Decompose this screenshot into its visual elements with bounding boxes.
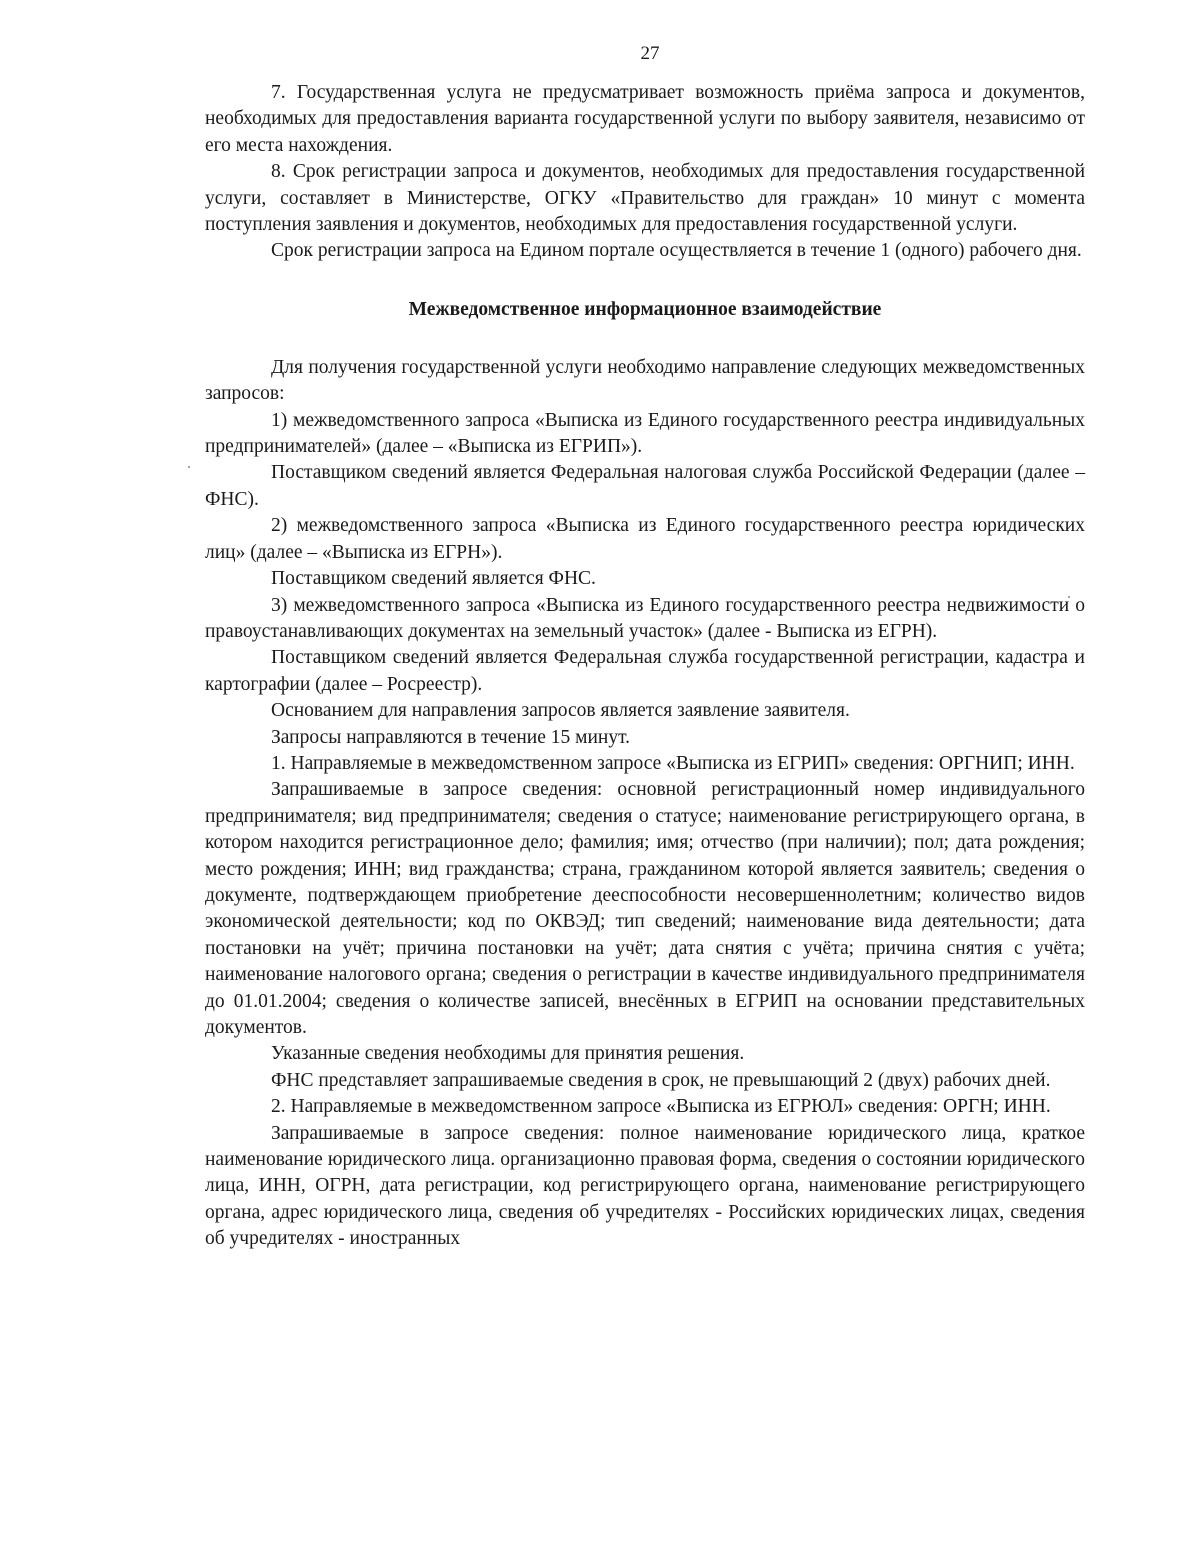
paragraph: 2) межведомственного запроса «Выписка из Единого государственного реестра юридических лиц» (далее – «Выписка из ЕГРН»). xyxy=(205,515,1085,563)
page-number: 27 xyxy=(640,43,660,64)
paragraph: Срок регистрации запроса на Едином портале осуществляется в течение 1 (одного) рабочего дня. xyxy=(271,240,1082,262)
scan-speck xyxy=(188,466,190,468)
document-page xyxy=(205,42,1085,1253)
paragraph: Поставщиком сведений является Федеральная налоговая служба Российской Федерации (далее – ФНС). xyxy=(205,462,1085,510)
section-interagency xyxy=(205,355,1085,1253)
paragraph: Запрашиваемые в запросе сведения: полное наименование юридического лица, краткое наименование юридического лица. организационно правовая форма, сведения о состоянии юридического лица, ИНН, ОГРН, дата регистрации, код регистрирующего органа, наименование регистрирующего органа, адрес юридического лица, сведения об учредителях - Российских юридических лицах, сведения об учредителях - иностранных xyxy=(205,1122,1085,1250)
paragraph: 2. Направляемые в межведомственном запросе «Выписка из ЕГРЮЛ» сведения: ОРГН; ИНН. xyxy=(271,1096,1051,1118)
paragraph: Указанные сведения необходимы для принятия решения. xyxy=(271,1043,745,1065)
paragraph: Основанием для направления запросов является заявление заявителя. xyxy=(271,700,850,722)
paragraph: 1) межведомственного запроса «Выписка из Единого государственного реестра индивидуальных предпринимателей» (далее – «Выписка из ЕГРИП»). xyxy=(205,409,1085,458)
paragraph: Для получения государственной услуги необходимо направление следующих межведомственных запросов: xyxy=(205,356,1085,405)
section-heading: Межведомственное информационное взаимодействие xyxy=(408,298,882,320)
paragraph: 3) межведомственного запроса «Выписка из Единого государственного реестра недвижимости о правоустанавливающих документах на земельный участок» (далее - Выписка из ЕГРН). xyxy=(205,594,1085,642)
paragraph: Запросы направляются в течение 15 минут. xyxy=(271,726,631,748)
paragraph: Запрашиваемые в запросе сведения: основной регистрационный номер индивидуального предпринимателя; вид предпринимателя; сведения о статусе; наименование регистрирующего органа, в котором находится регистрационное дело; фамилия; имя; отчество (при наличии); пол; дата рождения; место рождения; ИНН; вид гражданства; страна, гражданином которой является заявитель; сведения о документе, подтверждающем приобретение дееспособности несовершеннолетним; количество видов экономической деятельности; код по ОКВЭД; тип сведений; наименование вида деятельности; дата постановки на учёт; причина постановки на учёт; дата снятия с учёта; причина снятия с учёта; наименование налогового органа; сведения о регистрации в качестве индивидуального предпринимателя до 01.01.2004; сведения о количестве записей, внесённых в ЕГРИП на основании представительных документов. xyxy=(205,779,1085,1038)
paragraph: Поставщиком сведений является ФНС. xyxy=(271,568,596,590)
paragraph: ФНС представляет запрашиваемые сведения в срок, не превышающий 2 (двух) рабочих дней. xyxy=(271,1069,1051,1091)
paragraph: 1. Направляемые в межведомственном запросе «Выписка из ЕГРИП» сведения: ОРГНИП; ИНН. xyxy=(271,752,1075,774)
paragraph: 7. Государственная услуга не предусматривает возможность приёма запроса и документов, необходимых для предоставления варианта государственной услуги по выбору заявителя, независимо от его места нахождения. xyxy=(205,82,1085,156)
paragraph: Поставщиком сведений является Федеральная служба государственной регистрации, кадастра и картографии (далее – Росреестр). xyxy=(205,647,1085,695)
paragraph: 8. Срок регистрации запроса и документов, необходимых для предоставления государственной услуги, составляет в Министерстве, ОГКУ «Правительство для граждан» 10 минут с момента поступления заявления и документов, необходимых для предоставления государственной услуги. xyxy=(205,161,1085,236)
section-registration xyxy=(205,80,1085,265)
